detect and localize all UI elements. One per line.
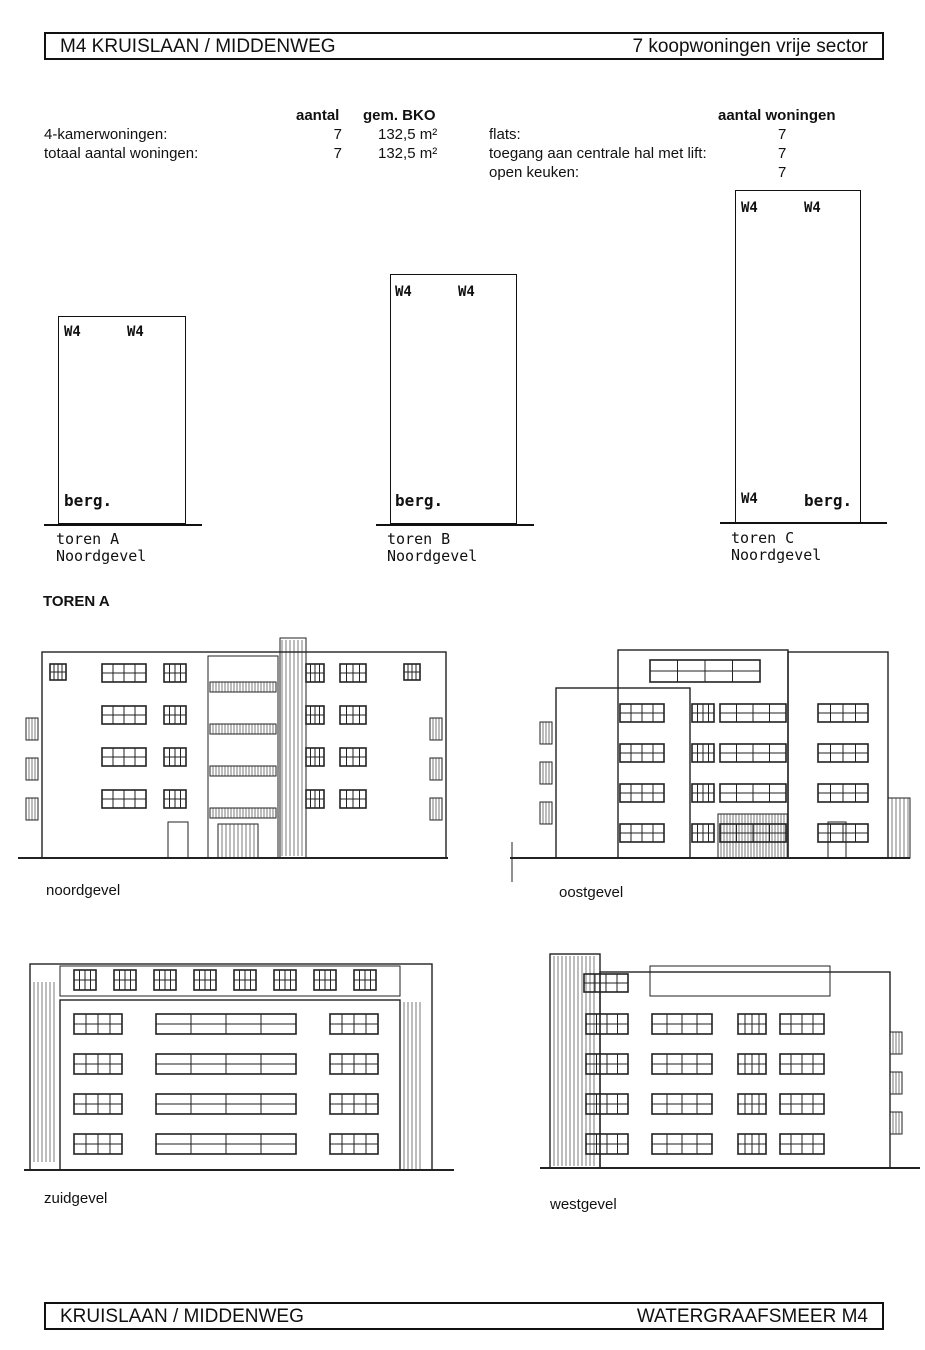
row-label-flats: flats: (489, 126, 521, 143)
tower-c-ground (720, 522, 887, 524)
row-label-lift: toegang aan centrale hal met lift: (489, 145, 707, 162)
elevation-drawing-north (18, 632, 448, 862)
row-label-keuken: open keuken: (489, 164, 580, 181)
caption-east: oostgevel (559, 884, 624, 901)
row-aantal-4kamer: 7 (333, 126, 342, 143)
row-aantal-totaal: 7 (333, 145, 342, 162)
header-title: M4 KRUISLAAN / MIDDENWEG (60, 36, 336, 57)
tower-a-storage: berg. (64, 491, 113, 510)
tower-a-unit-w4-right: W4 (127, 324, 144, 340)
entrance-door (168, 822, 188, 858)
caption-south: zuidgevel (44, 1190, 108, 1207)
elevation-drawing-south (24, 942, 454, 1182)
footer-bar (44, 1302, 884, 1330)
section-title: TOREN A (43, 593, 110, 610)
tower-b-name: toren B (387, 530, 451, 548)
caption-north: noordgevel (46, 882, 121, 899)
col-bko-header: gem. BKO (363, 107, 436, 124)
col-aantal-header: aantal (296, 107, 340, 124)
tower-b-facade: Noordgevel (387, 547, 478, 565)
tower-c-facade: Noordgevel (731, 546, 822, 564)
row-bko-totaal: 132,5 m² (378, 145, 438, 162)
tower-c-unit-w4-right: W4 (804, 200, 821, 216)
tower-b-unit-w4-right: W4 (458, 284, 475, 300)
elevation-drawing-east (500, 632, 910, 882)
tower-a-unit-w4-left: W4 (64, 324, 81, 340)
header-subtitle: 7 koopwoningen vrije sector (632, 36, 868, 57)
tower-a-name: toren A (56, 530, 120, 548)
tower-a-facade: Noordgevel (56, 547, 147, 565)
tower-b-ground (376, 524, 534, 526)
side-wall (888, 798, 910, 858)
row-label-totaal: totaal aantal woningen: (44, 145, 199, 162)
tower-c-name: toren C (731, 529, 795, 547)
facade-right (788, 652, 888, 858)
footer-title: KRUISLAAN / MIDDENWEG (60, 1306, 304, 1327)
elevation-drawing-west (540, 942, 920, 1182)
row-label-4kamer: 4-kamerwoningen: (44, 126, 168, 143)
row-value-lift: 7 (778, 145, 787, 162)
tower-b-storage: berg. (395, 491, 444, 510)
tower-b-unit-w4-left: W4 (395, 284, 412, 300)
col-woningen-header: aantal woningen (718, 107, 836, 124)
caption-west: westgevel (550, 1196, 617, 1213)
tower-a-ground (44, 524, 202, 526)
tower-c-unit-w4-left: W4 (741, 200, 758, 216)
tower-c-unit-w4-bottom: W4 (741, 491, 758, 507)
tower-c-storage: berg. (804, 491, 853, 510)
row-value-keuken: 7 (778, 164, 787, 181)
row-bko-4kamer: 132,5 m² (378, 126, 438, 143)
lift-shaft (550, 954, 600, 1168)
facade-back (30, 964, 432, 1170)
row-value-flats: 7 (778, 126, 787, 143)
footer-district: WATERGRAAFSMEER M4 (636, 1306, 868, 1327)
roof-level (650, 966, 830, 996)
roof-level (60, 966, 400, 996)
header-bar (44, 32, 884, 60)
